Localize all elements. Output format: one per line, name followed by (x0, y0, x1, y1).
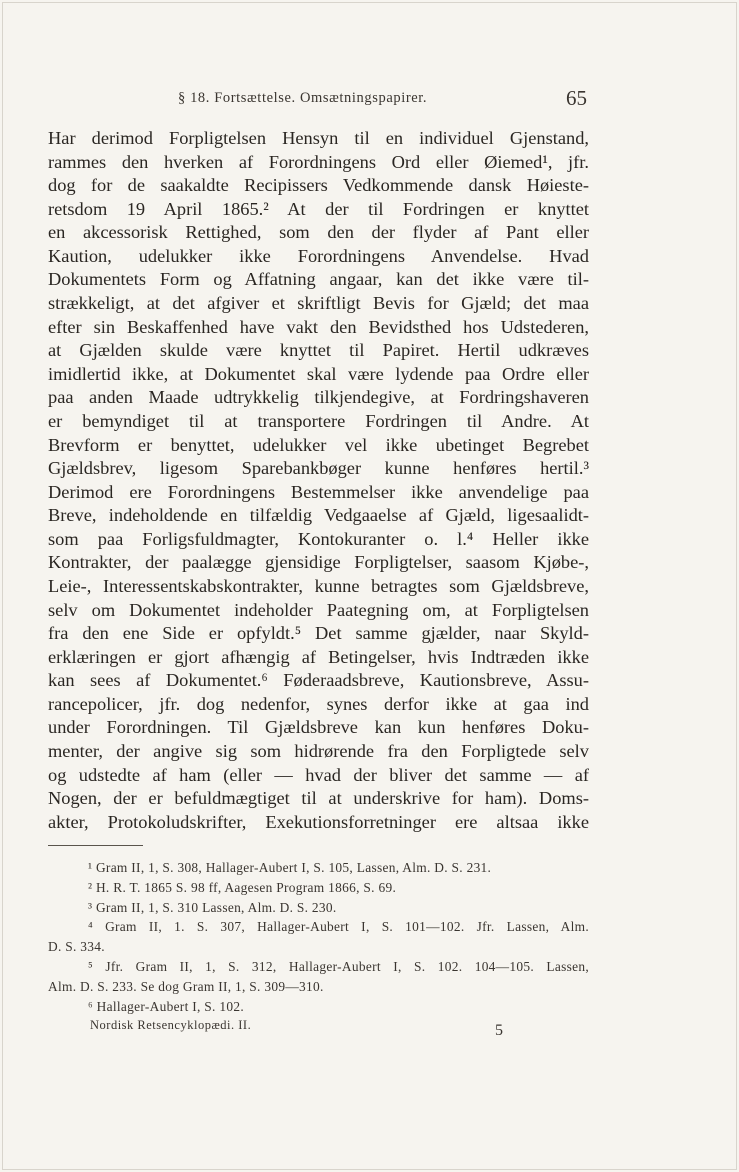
printer-signature: Nordisk Retsencyklopædi. II. (90, 1018, 252, 1032)
footnote-5: ⁵ Jfr. Gram II, 1, S. 312, Hallager-Aubert I, S. 102. 104—105. Lassen, (88, 958, 589, 974)
running-head: § 18. Fortsættelse. Omsætningspapirer. (178, 90, 428, 106)
text-line: Breve, indeholdende en tilfældig Vedgaaelse af Gjæld, ligesaalidt- (48, 505, 589, 526)
text-line: en akcessorisk Rettighed, som den der flyder af Pant eller (48, 222, 589, 243)
text-line: rammes den hverken af Forordningens Ord eller Øiemed¹, jfr. (48, 151, 589, 172)
text-line: strækkeligt, at det afgiver et skriftligt Bevis for Gjæld; det maa (48, 293, 589, 314)
sheet-number: 5 (495, 1022, 503, 1039)
text-line: kan sees af Dokumentet.⁶ Føderaadsbreve, Kautionsbreve, Assu- (48, 670, 589, 691)
footnote-3: ³ Gram II, 1, S. 310 Lassen, Alm. D. S. 230. (88, 899, 337, 915)
text-line: Kontrakter, der paalægge gjensidige Forpligtelser, saasom Kjøbe-, (48, 552, 589, 573)
text-line: paa anden Maade udtrykkelig tilkjendegive, at Fordringshaveren (48, 387, 589, 408)
footnote-5-continued: Alm. D. S. 233. Se dog Gram II, 1, S. 309—310. (48, 978, 324, 994)
text-line: Kaution, udelukker ikke Forordningens Anvendelse. Hvad (48, 245, 589, 266)
text-line: Derimod ere Forordningens Bestemmelser ikke anvendelige paa (48, 481, 589, 502)
text-line: selv om Dokumentet indeholder Paategning om, at Forpligtelsen (48, 599, 589, 620)
text-line: Leie-, Interessentskabskontrakter, kunne betragtes som Gjældsbreve, (48, 575, 589, 596)
text-line: fra den ene Side er opfyldt.⁵ Det samme gjælder, naar Skyld- (48, 623, 589, 644)
page-header (0, 86, 739, 114)
text-line: menter, der angive sig som hidrørende fra den Forpligtede selv (48, 741, 589, 762)
footnote-4-continued: D. S. 334. (48, 939, 105, 955)
text-line: Gjældsbrev, ligesom Sparebankbøger kunne henføres hertil.³ (48, 458, 589, 479)
footnote-6: ⁶ Hallager-Aubert I, S. 102. (88, 998, 244, 1014)
text-line: at Gjælden skulde være knyttet til Papiret. Hertil udkræves (48, 340, 589, 361)
text-line: efter sin Beskaffenhed have vakt den Bevidsthed hos Udstederen, (48, 316, 589, 337)
text-line: Dokumentets Form og Affatning angaar, kan det ikke være til- (48, 269, 589, 290)
footnote-2: ² H. R. T. 1865 S. 98 ff, Aagesen Program 1866, S. 69. (88, 879, 397, 895)
text-line: retsdom 19 April 1865.² At der til Fordringen er knyttet (48, 198, 589, 219)
page-number: 65 (566, 86, 587, 110)
text-line: som paa Forligsfuldmagter, Kontokuranter o. l.⁴ Heller ikke (48, 528, 589, 549)
text-line: er bemyndiget til at transportere Fordringen til Andre. At (48, 410, 589, 431)
text-line: og udstedte af ham (eller — hvad der bliver det samme — af (48, 764, 589, 785)
text-line: Nogen, der er befuldmægtiget til at underskrive for ham). Doms- (48, 788, 589, 809)
footnote-rule (48, 845, 143, 846)
text-line: rancepolicer, jfr. dog nedenfor, synes derfor ikke at gaa ind (48, 693, 589, 714)
text-line: under Forordningen. Til Gjældsbreve kan kun henføres Doku- (48, 717, 589, 738)
text-line: Brevform er benyttet, udelukker vel ikke ubetinget Begrebet (48, 434, 589, 455)
text-line: erklæringen er gjort afhængig af Betingelser, hvis Indtræden ikke (48, 646, 589, 667)
text-line: akter, Protokoludskrifter, Exekutionsforretninger ere altsaa ikke (48, 811, 589, 832)
footnote-4: ⁴ Gram II, 1. S. 307, Hallager-Aubert I, S. 101—102. Jfr. Lassen, Alm. (88, 919, 589, 935)
text-line: imidlertid ikke, at Dokumentet skal være lydende paa Ordre eller (48, 363, 589, 384)
footnotes (48, 858, 589, 1016)
text-line: Har derimod Forpligtelsen Hensyn til en individuel Gjenstand, (48, 128, 589, 148)
text-line: dog for de saakaldte Recipissers Vedkommende dansk Høieste- (48, 175, 589, 196)
body-text (48, 127, 589, 834)
footnote-1: ¹ Gram II, 1, S. 308, Hallager-Aubert I, S. 105, Lassen, Alm. D. S. 231. (88, 860, 492, 875)
